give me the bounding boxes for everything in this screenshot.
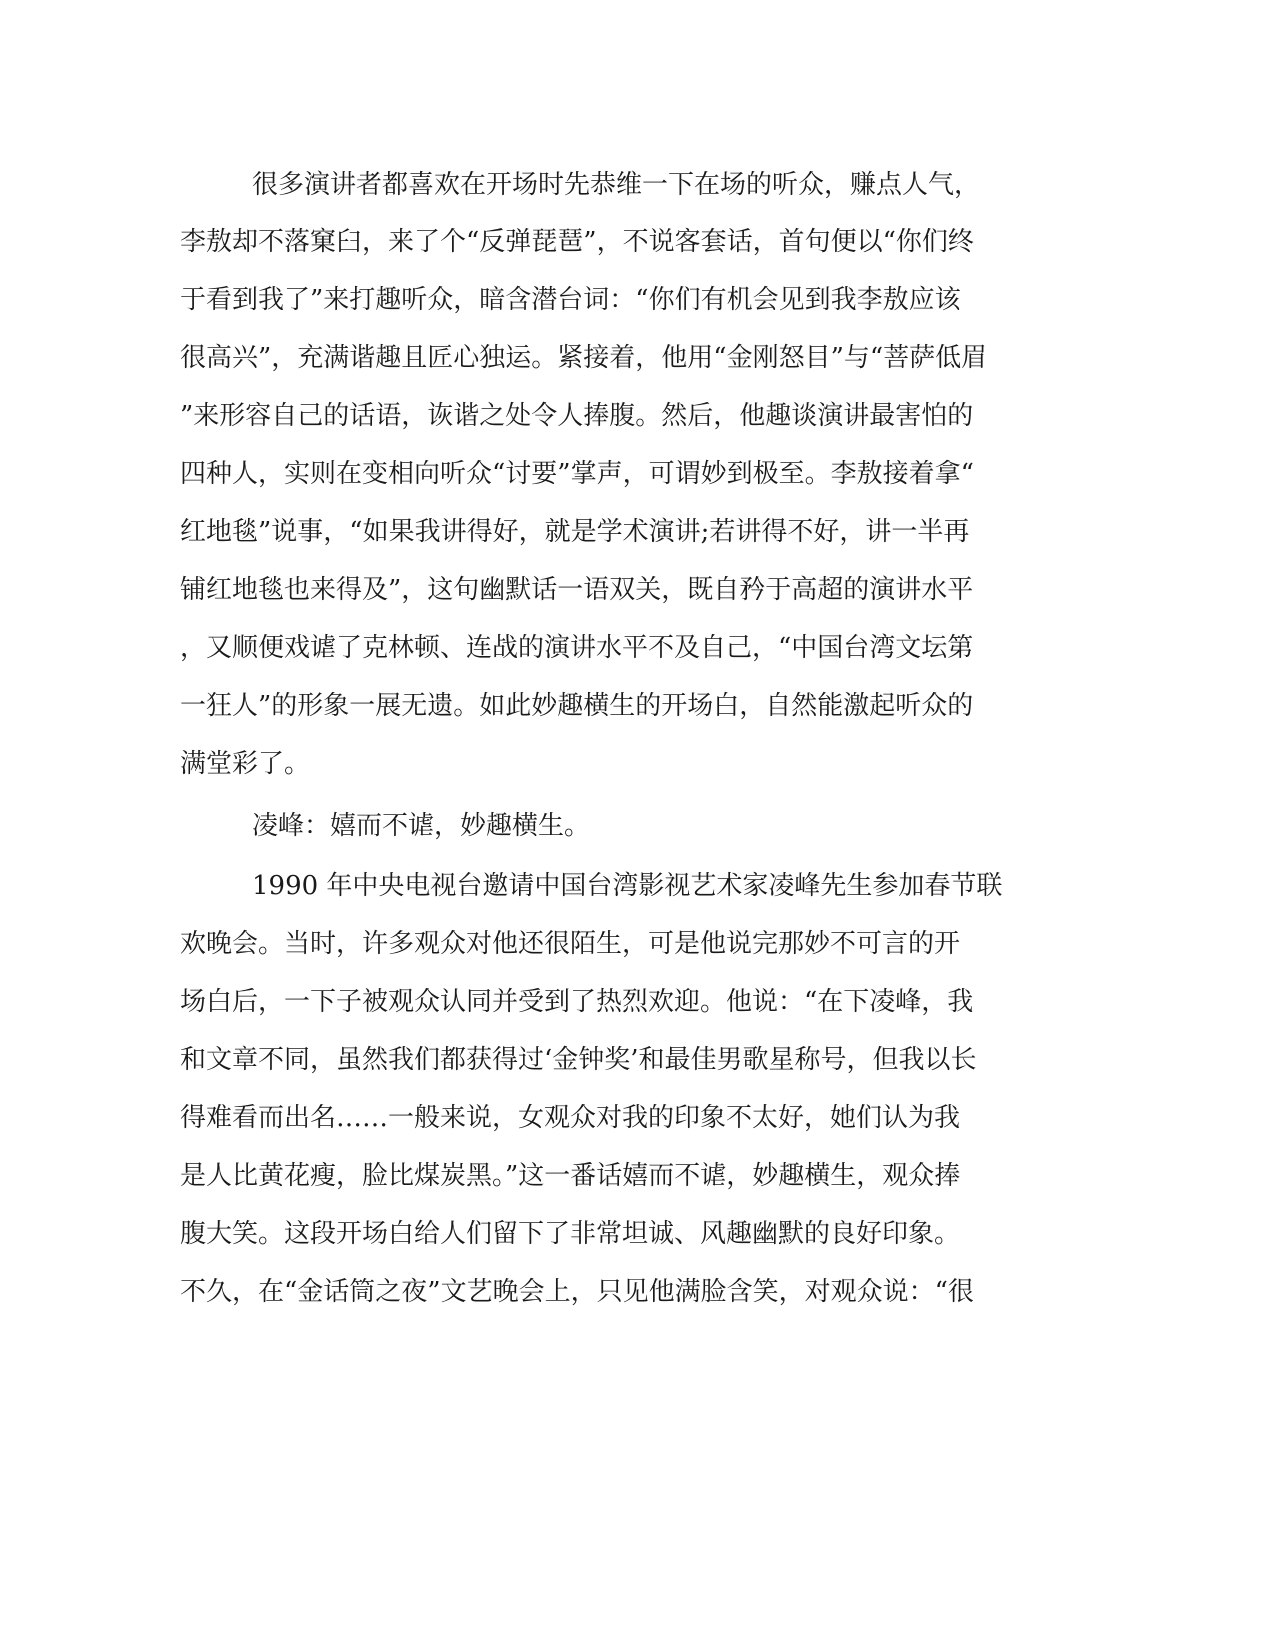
text-line: 很多演讲者都喜欢在开场时先恭维一下在场的听众，赚点人气， — [252, 170, 981, 200]
text-line: 不久，在“金话筒之夜”文艺晚会上，只见他满脸含笑，对观众说：“很 — [180, 1277, 974, 1307]
text-line: ”来形容自己的话语，诙谐之处令人捧腹。然后，他趣谈演讲最害怕的 — [180, 401, 974, 431]
text-line: 一狂人”的形象一展无遗。如此妙趣横生的开场白，自然能激起听众的 — [180, 691, 974, 721]
text-line: 是人比黄花瘦，脸比煤炭黑。”这一番话嬉而不谑，妙趣横生，观众捧 — [180, 1161, 961, 1191]
text-line: 和文章不同，虽然我们都获得过‘金钟奖’和最佳男歌星称号，但我以长 — [180, 1045, 977, 1075]
text-line: 红地毯”说事，“如果我讲得好，就是学术演讲;若讲得不好，讲一半再 — [180, 517, 970, 547]
text-line: 很高兴”，充满谐趣且匠心独运。紧接着，他用“金刚怒目”与“菩萨低眉 — [180, 343, 988, 373]
text-line: 李敖却不落窠臼，来了个“反弹琵琶”，不说客套话，首句便以“你们终 — [180, 227, 974, 257]
text-line: 场白后，一下子被观众认同并受到了热烈欢迎。他说：“在下凌峰，我 — [180, 987, 974, 1017]
text-line: 四种人，实则在变相向听众“讨要”掌声，可谓妙到极至。李敖接着拿“ — [180, 459, 974, 489]
text-line: 铺红地毯也来得及”，这句幽默话一语双关，既自矜于高超的演讲水平 — [180, 575, 974, 605]
text-line: 于看到我了”来打趣听众，暗含潜台词：“你们有机会见到我李敖应该 — [180, 285, 961, 315]
text-line: 1990 年中央电视台邀请中国台湾影视艺术家凌峰先生参加春节联 — [252, 871, 1003, 901]
text-line: 得难看而出名……一般来说，女观众对我的印象不太好，她们认为我 — [180, 1103, 961, 1133]
text-line: 满堂彩了。 — [180, 749, 311, 779]
section-heading: 凌峰：嬉而不谑，妙趣横生。 — [252, 811, 591, 841]
text-line: 欢晚会。当时，许多观众对他还很陌生，可是他说完那妙不可言的开 — [180, 929, 961, 959]
text-line: ，又顺便戏谑了克林顿、连战的演讲水平不及自己，“中国台湾文坛第 — [180, 633, 974, 663]
text-line: 腹大笑。这段开场白给人们留下了非常坦诚、风趣幽默的良好印象。 — [180, 1219, 961, 1249]
